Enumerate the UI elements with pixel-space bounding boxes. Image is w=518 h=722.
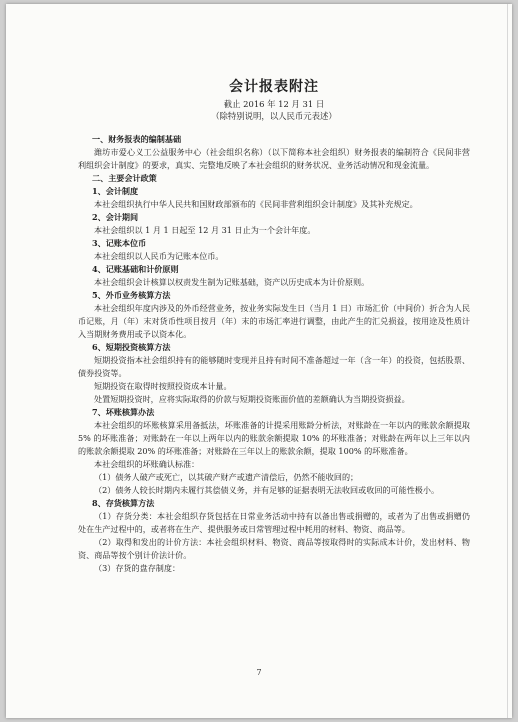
section-heading: 二、主要会计政策	[92, 173, 157, 183]
paragraph: 潍坊市爱心义工公益服务中心（社会组织名称）（以下简称本社会组织）财务报表的编制符合《民间非营利组织会计制度》的要求，真实、完整地反映了本社会组织的财务状况、业务活动情况和现金流量。	[78, 147, 470, 170]
paragraph: （1）存货分类：本社会组织存货包括在日常业务活动中持有以备出售或捐赠的，或者为了出售或捐赠仍处在生产过程中的，或者将在生产、提供服务或日常管理过程中耗用的材料、物资、商品等。	[78, 511, 470, 534]
document-note: （除特别说明，以人民币元表述）	[211, 111, 337, 121]
paragraph: 短期投资指本社会组织持有的能够随时变现并且持有时间不准备超过一年（含一年）的投资，包括股票、债券投资等。	[78, 355, 470, 378]
document-page	[6, 4, 512, 718]
section-heading: 6、短期投资核算方法	[92, 342, 171, 352]
section-heading: 一、财务报表的编制基础	[92, 134, 182, 144]
section-heading: 1、会计制度	[92, 186, 139, 196]
section-heading: 2、会计期间	[92, 212, 139, 222]
paragraph: 本社会组织执行中华人民共和国财政部颁布的《民间非营利组织会计制度》及其补充规定。	[94, 199, 418, 209]
section-heading: 3、记账本位币	[92, 238, 147, 248]
paragraph: 本社会组织的坏账确认标准：	[94, 459, 200, 469]
section-heading: 4、记账基础和计价原则	[92, 264, 179, 274]
document-body	[78, 78, 470, 575]
paragraph: 本社会组织以 1 月 1 日起至 12 月 31 日止为一个会计年度。	[94, 225, 316, 235]
paragraph: 本社会组织以人民币为记账本位币。	[94, 251, 224, 261]
section-heading: 5、外币业务核算方法	[92, 290, 171, 300]
paragraph: （2）债务人较长时期内未履行其偿债义务，并有足够的证据表明无法收回或收回的可能性极小。	[94, 485, 440, 495]
paragraph: （2）取得和发出的计价方法：本社会组织材料、物资、商品等按取得时的实际成本计价，发出材料、物资、商品等按个别计价法计价。	[78, 537, 470, 560]
paragraph: （3）存货的盘存制度：	[94, 563, 181, 573]
document-title: 会计报表附注	[229, 79, 319, 95]
section-heading: 7、坏账核算办法	[92, 407, 155, 417]
document-date: 截止 2016 年 12 月 31 日	[223, 99, 325, 109]
section-heading: 8、存货核算方法	[92, 498, 155, 508]
paragraph: 处置短期投资时，应将实际取得的价款与短期投资账面价值的差额确认为当期投资损益。	[94, 394, 410, 404]
paragraph: （1）债务人破产或死亡，以其破产财产或遗产清偿后，仍然不能收回的；	[94, 472, 359, 482]
paragraph: 本社会组织的坏账核算采用备抵法，坏账准备的计提采用账龄分析法，对账龄在一年以内的账款余额提取 5% 的坏账准备；对账龄在一年以上两年以内的账款余额提取 10% 的坏账准备；对账龄在两年以上三年以内的账款余额提取 20% 的坏账准备；对账龄在三年以上的账款余额，提取 100% 的坏账准备。	[78, 420, 470, 456]
paragraph: 本社会组织会计核算以权责发生制为记账基础，资产以历史成本为计价原则。	[94, 277, 370, 287]
document-lines	[78, 133, 470, 575]
scan-edge	[507, 4, 508, 718]
paragraph: 本社会组织年度内涉及的外币经营业务，按业务实际发生日（当月 1 日）市场汇价（中间价）折合为人民币记账，月（年）末对货币性项目按月（年）末的市场汇率进行调整，由此产生的汇兑损益，按用途及性质计入当期财务费用或予以资本化。	[78, 303, 470, 339]
page-number: 7	[256, 668, 262, 677]
paragraph: 短期投资在取得时按照投资成本计量。	[94, 381, 232, 391]
